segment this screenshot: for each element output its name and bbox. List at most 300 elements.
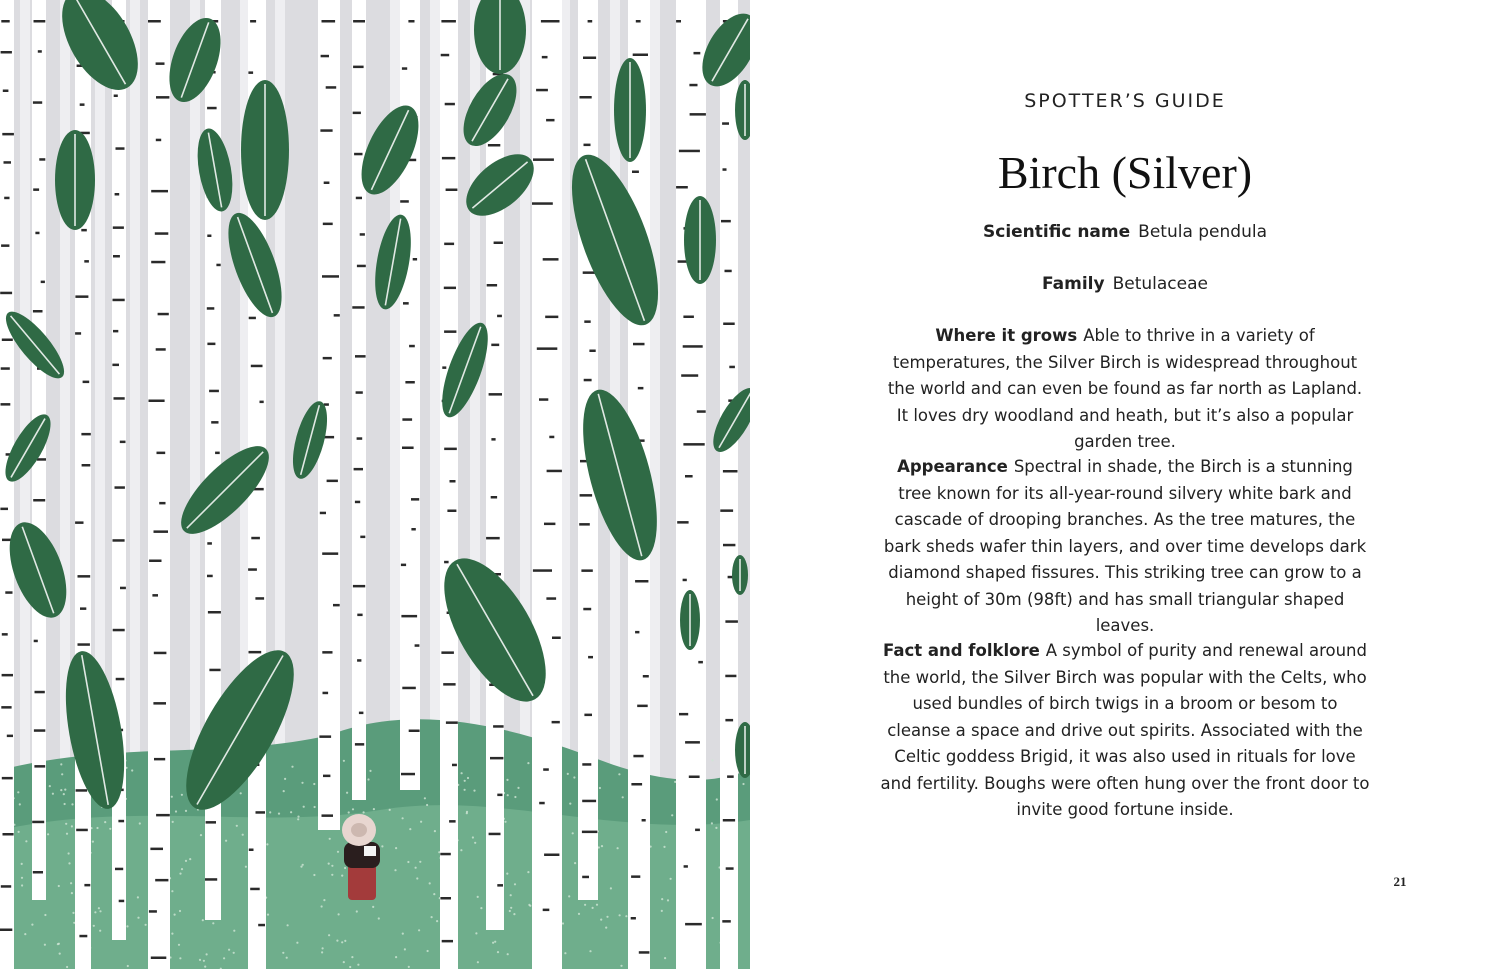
birch-trunk (0, 0, 14, 969)
bark-mark (449, 820, 456, 823)
bark-mark (113, 539, 125, 542)
bark-mark (334, 314, 340, 317)
grass-speck (267, 914, 269, 916)
bark-mark (415, 644, 420, 647)
bark-mark (401, 564, 406, 567)
grass-speck (460, 849, 462, 851)
bark-mark (1, 51, 12, 54)
grass-speck (92, 841, 94, 843)
bark-mark (157, 452, 166, 455)
bark-mark (208, 611, 221, 614)
grass-speck (622, 796, 624, 798)
grass-speck (592, 907, 594, 909)
bark-mark (151, 190, 168, 193)
bark-mark (683, 579, 687, 582)
grass-speck (467, 777, 469, 779)
bark-mark (539, 398, 548, 401)
bark-mark (447, 510, 456, 513)
text-page (750, 0, 1500, 969)
bark-mark (698, 661, 703, 664)
bark-mark (75, 295, 88, 298)
bark-mark (401, 773, 415, 776)
grass-speck (389, 809, 391, 811)
bark-mark (207, 343, 215, 346)
bark-mark (676, 186, 688, 189)
bark-mark (413, 258, 417, 261)
grass-speck (408, 966, 410, 968)
bark-mark (4, 197, 9, 200)
grass-speck (290, 811, 292, 813)
grass-speck (338, 913, 340, 915)
grass-speck (49, 785, 51, 787)
grass-speck (66, 966, 68, 968)
bark-mark (32, 821, 44, 824)
bark-mark (584, 144, 591, 147)
grass-speck (57, 943, 59, 945)
bark-mark (41, 281, 45, 284)
grass-speck (31, 924, 33, 926)
leaf (684, 196, 716, 284)
bark-mark (114, 397, 125, 400)
bark-mark (486, 537, 500, 540)
bark-mark (113, 299, 125, 302)
grass-speck (328, 934, 330, 936)
grass-speck (336, 940, 338, 942)
grass-speck (278, 813, 280, 815)
grass-speck (127, 965, 129, 967)
leaf (680, 590, 700, 650)
bark-mark (33, 188, 39, 191)
bark-mark (631, 917, 636, 920)
bark-mark (84, 260, 89, 263)
bark-mark (320, 129, 332, 132)
grass-speck (567, 773, 569, 775)
bark-mark (444, 448, 457, 451)
bark-mark (723, 323, 735, 326)
grass-speck (71, 825, 73, 827)
bark-mark (409, 730, 420, 733)
bark-mark (723, 544, 735, 547)
bark-mark (697, 410, 706, 413)
bark-mark (1, 20, 9, 23)
grass-speck (52, 793, 54, 795)
grass-speck (475, 932, 477, 934)
bark-mark (355, 355, 366, 358)
grass-speck (47, 833, 49, 835)
bark-mark (76, 829, 88, 832)
bark-mark (544, 523, 555, 526)
grass-speck (185, 810, 187, 812)
bark-mark (249, 849, 254, 852)
grass-speck (494, 941, 496, 943)
bark-mark (487, 284, 497, 287)
grass-speck (395, 847, 397, 849)
bark-mark (327, 480, 338, 483)
bark-mark (677, 521, 688, 524)
grass-speck (303, 806, 305, 808)
leaf (55, 130, 95, 230)
grass-speck (711, 822, 713, 824)
grass-speck (223, 957, 225, 959)
grass-speck (321, 905, 323, 907)
grass-speck (93, 925, 95, 927)
grass-speck (464, 789, 466, 791)
grass-speck (625, 915, 627, 917)
bark-mark (440, 897, 451, 900)
bark-mark (402, 67, 407, 70)
grass-speck (104, 821, 106, 823)
grass-speck (343, 760, 345, 762)
grass-speck (431, 916, 433, 918)
bark-mark (632, 171, 639, 174)
grass-speck (367, 778, 369, 780)
grass-speck (66, 833, 68, 835)
bark-mark (322, 814, 334, 817)
bark-mark (354, 153, 362, 156)
grass-speck (610, 887, 612, 889)
grass-speck (527, 871, 529, 873)
grass-speck (464, 780, 466, 782)
grass-speck (286, 957, 288, 959)
grass-speck (402, 817, 404, 819)
bark-mark (207, 542, 212, 545)
bark-mark (2, 674, 13, 677)
bark-mark (323, 692, 329, 695)
grass-speck (712, 917, 714, 919)
grass-speck (199, 959, 201, 961)
bark-mark (248, 568, 257, 571)
bark-mark (636, 20, 641, 23)
grass-speck (291, 766, 293, 768)
bark-mark (76, 789, 88, 792)
bark-mark (323, 223, 333, 226)
grass-speck (426, 804, 428, 806)
bark-mark (154, 530, 169, 533)
bark-mark (679, 713, 688, 716)
bark-mark (149, 560, 161, 563)
bark-mark (442, 940, 453, 943)
grass-speck (667, 899, 669, 901)
bark-mark (497, 315, 502, 318)
grass-speck (742, 783, 744, 785)
grass-speck (21, 884, 23, 886)
bark-mark (353, 66, 364, 69)
bark-mark (411, 528, 415, 531)
bark-mark (153, 702, 166, 705)
grass-speck (373, 808, 375, 810)
grass-speck (572, 832, 574, 834)
bark-mark (547, 470, 562, 473)
bark-mark (319, 735, 331, 738)
bark-mark (33, 101, 42, 104)
grass-speck (282, 952, 284, 954)
bark-mark (357, 614, 362, 617)
bark-mark (357, 437, 363, 440)
bark-mark (357, 265, 366, 268)
family-value: Betulaceae (1112, 274, 1208, 294)
grass-speck (233, 930, 235, 932)
bark-mark (533, 158, 554, 161)
grass-speck (233, 952, 235, 954)
grass-speck (321, 951, 323, 953)
bark-mark (207, 107, 217, 110)
bark-mark (354, 468, 363, 471)
bark-mark (488, 144, 500, 147)
grass-speck (63, 793, 65, 795)
grass-speck (513, 913, 515, 915)
bark-mark (33, 871, 43, 874)
bark-mark (726, 867, 734, 870)
grass-speck (174, 914, 176, 916)
grass-speck (352, 808, 354, 810)
bark-mark (546, 119, 554, 122)
bark-mark (497, 884, 503, 887)
grass-speck (418, 929, 420, 931)
bark-mark (685, 923, 702, 926)
bark-mark (251, 537, 260, 540)
bark-mark (491, 344, 499, 347)
grass-speck (434, 830, 436, 832)
bark-mark (7, 735, 13, 738)
grass-speck (507, 953, 509, 955)
grass-speck (269, 811, 271, 813)
bark-mark (408, 20, 414, 23)
bark-mark (582, 831, 598, 834)
grass-speck (363, 811, 365, 813)
bark-mark (206, 821, 216, 824)
grass-speck (24, 933, 26, 935)
grass-speck (473, 790, 475, 792)
grass-speck (331, 865, 333, 867)
grass-speck (461, 772, 463, 774)
bark-mark (642, 819, 646, 822)
grass-speck (477, 961, 479, 963)
bark-mark (676, 20, 681, 23)
bark-mark (638, 387, 644, 390)
bark-mark (151, 261, 165, 264)
bark-mark (322, 275, 339, 278)
bark-mark (323, 775, 330, 778)
bark-mark (409, 345, 415, 348)
bark-mark (3, 833, 14, 836)
grass-speck (313, 874, 315, 876)
bark-mark (579, 523, 590, 526)
bark-mark (120, 587, 126, 590)
grass-speck (348, 811, 350, 813)
bark-mark (723, 470, 738, 473)
grass-speck (202, 919, 204, 921)
bark-mark (323, 357, 332, 360)
grass-speck (331, 874, 333, 876)
grass-speck (402, 933, 404, 935)
bark-mark (113, 255, 120, 258)
bark-mark (491, 438, 495, 441)
bark-mark (445, 103, 455, 106)
bark-mark (725, 675, 736, 678)
bark-mark (207, 575, 213, 578)
bark-mark (38, 50, 42, 53)
bark-mark (695, 829, 700, 832)
bark-mark (35, 232, 39, 235)
bark-mark (545, 316, 558, 319)
bark-mark (679, 150, 700, 153)
grass-speck (71, 892, 73, 894)
grass-speck (617, 847, 619, 849)
bark-mark (149, 400, 165, 403)
grass-speck (323, 899, 325, 901)
bark-mark (683, 316, 694, 319)
grass-speck (171, 796, 173, 798)
bark-mark (584, 379, 592, 382)
birch-trunk (148, 0, 170, 969)
grass-speck (172, 821, 174, 823)
bark-mark (39, 158, 45, 161)
grass-speck (578, 913, 580, 915)
bark-mark (211, 421, 218, 424)
grass-speck (21, 863, 23, 865)
grass-speck (480, 907, 482, 909)
bark-mark (150, 848, 163, 851)
grass-speck (357, 964, 359, 966)
bark-mark (442, 366, 446, 369)
grass-speck (137, 917, 139, 919)
bark-mark (694, 52, 701, 55)
bark-mark (215, 452, 220, 455)
bark-mark (322, 651, 332, 654)
grass-speck (145, 924, 147, 926)
bark-mark (155, 879, 168, 882)
grass-speck (574, 862, 576, 864)
grass-speck (349, 966, 351, 968)
grass-speck (351, 956, 353, 958)
grass-speck (206, 953, 208, 955)
bark-mark (115, 193, 120, 196)
grass-speck (492, 942, 494, 944)
grass-speck (356, 910, 358, 912)
grass-speck (433, 893, 435, 895)
bark-mark (539, 802, 545, 805)
bark-mark (119, 900, 125, 903)
grass-speck (341, 941, 343, 943)
bark-mark (441, 651, 454, 654)
grass-speck (212, 922, 214, 924)
grass-speck (584, 904, 586, 906)
bark-mark (725, 270, 732, 273)
spotters-guide-kicker: SPOTTER’S GUIDE (1024, 90, 1226, 112)
grass-speck (711, 759, 713, 761)
grass-speck (297, 816, 299, 818)
grass-speck (600, 919, 602, 921)
bark-mark (352, 306, 364, 309)
bark-mark (249, 651, 262, 654)
bark-mark (34, 729, 45, 732)
bark-mark (722, 920, 731, 923)
bark-mark (357, 659, 361, 662)
bark-mark (444, 561, 449, 564)
bark-mark (727, 775, 734, 778)
grass-speck (18, 831, 20, 833)
grass-speck (528, 904, 530, 906)
bark-mark (635, 631, 639, 634)
grass-speck (68, 862, 70, 864)
grass-speck (619, 914, 621, 916)
grass-speck (506, 779, 508, 781)
bark-mark (450, 480, 456, 483)
grass-speck (300, 866, 302, 868)
bark-mark (402, 418, 412, 421)
grass-speck (344, 867, 346, 869)
bark-mark (37, 458, 46, 461)
bark-mark (532, 202, 553, 205)
fact-and-folklore-label: Fact and folklore (883, 641, 1040, 660)
leaf (614, 58, 646, 162)
birch-trunk (720, 0, 738, 969)
bark-mark (1, 885, 11, 888)
bark-mark (79, 935, 87, 938)
grass-speck (372, 906, 374, 908)
grass-speck (64, 803, 66, 805)
bark-mark (81, 229, 87, 232)
grass-speck (661, 910, 663, 912)
grass-speck (284, 778, 286, 780)
grass-speck (185, 860, 187, 862)
bark-mark (444, 243, 454, 246)
bark-mark (631, 783, 642, 786)
bark-mark (723, 819, 735, 822)
bark-mark (78, 643, 90, 646)
grass-speck (19, 803, 21, 805)
grass-speck (568, 895, 570, 897)
bark-mark (493, 725, 504, 728)
grass-speck (420, 821, 422, 823)
bark-mark (633, 755, 643, 758)
grass-speck (179, 873, 181, 875)
fact-and-folklore-paragraph (880, 638, 1370, 824)
grass-speck (245, 866, 247, 868)
grass-speck (242, 834, 244, 836)
grass-speck (466, 812, 468, 814)
grass-speck (510, 907, 512, 909)
birch-trunk (352, 0, 366, 800)
grass-speck (671, 814, 673, 816)
bark-mark (589, 350, 595, 353)
bark-mark (581, 569, 592, 572)
grass-speck (61, 773, 63, 775)
bark-mark (725, 620, 738, 623)
bark-mark (544, 854, 559, 857)
bark-mark (2, 339, 13, 342)
bark-mark (355, 743, 364, 746)
bark-mark (543, 909, 550, 912)
bark-mark (326, 86, 337, 89)
bark-mark (33, 310, 43, 313)
grass-speck (381, 845, 383, 847)
bark-mark (360, 536, 365, 539)
bark-mark (84, 884, 90, 887)
bark-mark (411, 498, 419, 501)
grass-speck (527, 762, 529, 764)
grass-speck (343, 961, 345, 963)
grass-speck (337, 851, 339, 853)
grass-speck (419, 861, 421, 863)
grass-speck (569, 803, 571, 805)
birch-trunk (440, 0, 458, 969)
appearance-paragraph (880, 454, 1370, 640)
grass-speck (497, 951, 499, 953)
bark-mark (725, 719, 733, 722)
bark-mark (114, 95, 118, 98)
bark-mark (633, 343, 645, 346)
